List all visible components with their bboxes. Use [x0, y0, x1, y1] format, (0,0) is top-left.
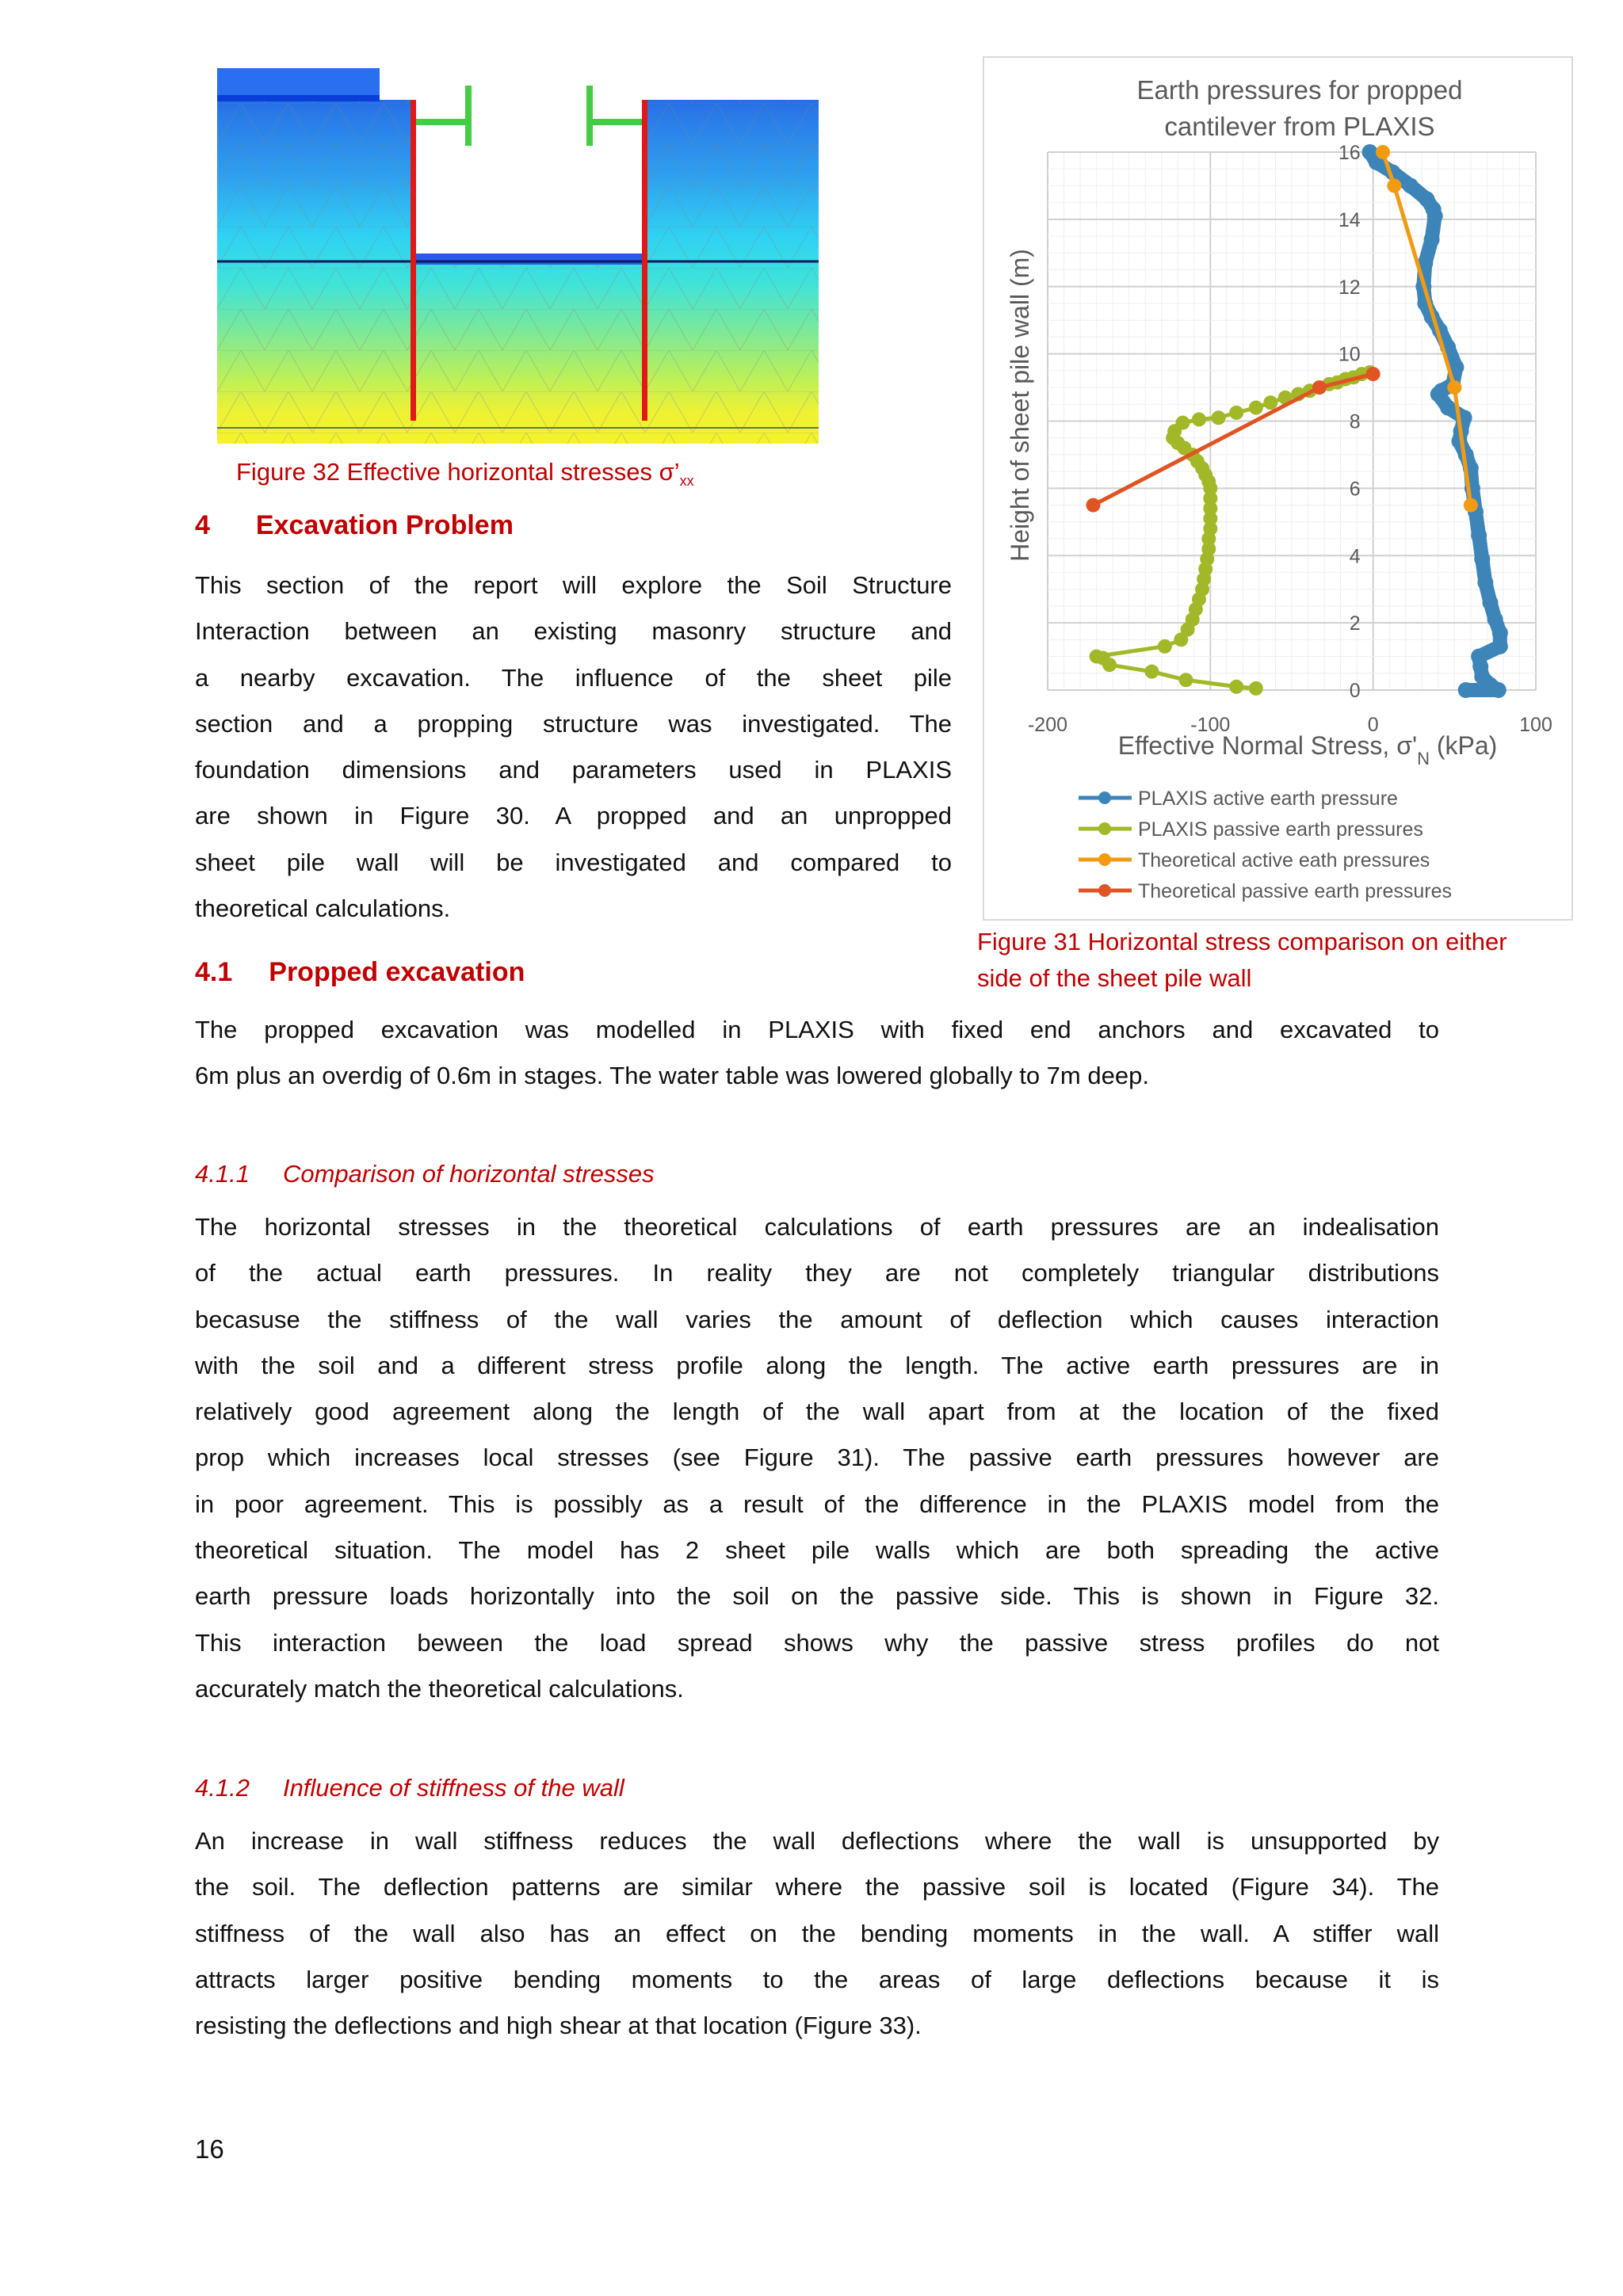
paragraph-line: theoretical calculations. [195, 894, 451, 923]
y-tick-label: 6 [1349, 478, 1361, 501]
data-point [1312, 380, 1327, 395]
data-point [1102, 658, 1117, 672]
data-point [1249, 401, 1263, 415]
data-point [1249, 681, 1263, 696]
x-tick-label: -100 [1190, 714, 1231, 736]
data-point [1263, 395, 1277, 410]
left-sheet-pile-wall [411, 100, 416, 421]
section-4-1-paragraph [195, 1007, 1439, 1100]
x-tick-label: 100 [1519, 714, 1552, 736]
section-4-1-2-heading: 4.1.2 Influence of stiffness of the wall [195, 1774, 624, 1802]
paragraph-line: resisting the deflections and high shear at that location (Figure 33). [195, 2012, 922, 2040]
section-4-heading: 4 Excavation Problem [195, 510, 514, 540]
figure-32-stress-contour-image [217, 62, 819, 444]
x-axis-title-part: Effective Normal Stress, σ' [1117, 731, 1418, 760]
earth-pressure-chart-svg [983, 56, 1573, 921]
y-axis-title: Height of sheet pile wall (m) [1006, 249, 1034, 562]
y-tick-label: 12 [1338, 276, 1361, 299]
data-point [1086, 498, 1100, 513]
data-point [1447, 380, 1461, 395]
data-point [1474, 551, 1490, 566]
chart-title-line: Earth pressures for propped [1136, 75, 1463, 105]
paragraph-line: sheet pile wall will be investigated and compared to [195, 848, 952, 876]
x-axis-title [1118, 731, 1498, 769]
series-line-3 [1093, 374, 1373, 505]
data-point [1403, 177, 1419, 193]
data-point [1471, 528, 1487, 543]
paragraph-line: The propped excavation was modelled in PLAXIS with fixed end anchors and excavated to [195, 1016, 1439, 1043]
paragraph-line: of the actual earth pressures. In reality they are not completely triangular distributions [195, 1259, 1439, 1287]
left-prop [416, 119, 468, 125]
y-tick-label: 2 [1349, 612, 1361, 635]
section-4-1-1-heading: 4.1.1 Comparison of horizontal stresses [195, 1160, 655, 1188]
paragraph-line: relatively good agreement along the length of the wall apart from at the location of the fixed [195, 1398, 1439, 1426]
data-point [1464, 498, 1478, 513]
data-point [1492, 639, 1508, 654]
paragraph-line: with the soil and a different stress profile along the length. The active earth pressures are in [195, 1351, 1439, 1379]
data-point [1144, 665, 1159, 679]
series-line-1 [1097, 372, 1370, 688]
paragraph-line: Interaction between an existing masonry structure and [195, 617, 952, 646]
paragraph-line: 6m plus an overdig of 0.6m in stages. The water table was lowered globally to 7m deep. [195, 1062, 1149, 1090]
paragraph-line: a nearby excavation. The influence of the sheet pile [195, 663, 952, 692]
paragraph-line: foundation dimensions and parameters used in PLAXIS [195, 756, 952, 784]
section-4-paragraph [195, 563, 952, 932]
paragraph-line: theoretical situation. The model has 2 sheet pile walls which are both spreading the active [195, 1536, 1439, 1565]
data-point [1212, 410, 1226, 425]
data-point [1179, 673, 1193, 687]
data-point [1430, 387, 1446, 402]
paragraph-line: are shown in Figure 30. A propped and an unpropped [195, 802, 952, 830]
y-tick-label: 4 [1349, 545, 1361, 568]
y-tick-label: 16 [1338, 142, 1361, 164]
page-number: 16 [195, 2134, 224, 2164]
y-tick-label: 8 [1349, 410, 1361, 433]
figure-32-caption: Figure 32 Effective horizontal stresses $\sigma’_{xx}$ [236, 458, 694, 490]
data-point [1366, 367, 1381, 381]
data-point [1440, 400, 1456, 416]
y-tick-label: 14 [1338, 208, 1361, 231]
paragraph-line: accurately match the theoretical calculations. [195, 1674, 684, 1703]
legend-label: Theoretical active eath pressures [1138, 849, 1430, 871]
data-point [1192, 412, 1206, 426]
y-tick-label: 10 [1338, 343, 1361, 366]
legend-marker [1098, 822, 1111, 835]
data-point [1491, 682, 1507, 698]
figure-31-caption: Figure 31 Horizontal stress comparison on either side of the sheet pile wall [977, 928, 1507, 992]
paragraph-line: earth pressure loads horizontally into the soil on the passive side. This is shown in Figure 32. [195, 1582, 1439, 1611]
chart-title-line: cantilever from PLAXIS [1164, 112, 1435, 141]
mesh-overlay [217, 62, 819, 444]
legend-label: PLAXIS passive earth pressures [1138, 818, 1423, 841]
x-axis-title-part: (kPa) [1429, 731, 1498, 760]
data-point [1387, 178, 1401, 193]
paragraph-line: the soil. The deflection patterns are similar where the passive soil is located (Figure 34). The [195, 1873, 1439, 1901]
data-point [1483, 595, 1499, 611]
data-point [1458, 682, 1474, 698]
right-sheet-pile-wall [642, 100, 647, 421]
section-4-1-1-paragraph [195, 1204, 1439, 1712]
legend-label: Theoretical passive earth pressures [1138, 880, 1453, 902]
paragraph-line: The horizontal stresses in the theoretical calculations of earth pressures are an indealisation [195, 1213, 1439, 1241]
paragraph-line: This section of the report will explore the Soil Structure [195, 571, 952, 599]
legend-marker [1098, 791, 1111, 804]
y-tick-label: 0 [1349, 680, 1361, 702]
data-point [1158, 639, 1172, 654]
legend-marker [1098, 884, 1111, 897]
paragraph-line: becasuse the stiffness of the wall varies the amount of deflection which causes interaction [195, 1305, 1439, 1333]
paragraph-line: section and a propping structure was investigated. The [195, 709, 952, 738]
legend-label: PLAXIS active earth pressure [1138, 788, 1398, 810]
x-axis-title-part: N [1417, 748, 1430, 769]
data-point [1487, 612, 1503, 627]
x-tick-label: -200 [1027, 714, 1068, 736]
data-point [1424, 231, 1440, 247]
data-point [1174, 632, 1188, 646]
x-tick-label: 0 [1367, 714, 1379, 736]
data-point [1477, 574, 1493, 590]
data-point [1376, 145, 1390, 159]
paragraph-line: An increase in wall stiffness reduces the wall deflections where the wall is unsupported by [195, 1827, 1439, 1855]
paragraph-line: in poor agreement. This is possibly as a result of the difference in the PLAXIS model from the [195, 1489, 1439, 1518]
paragraph-line: attracts larger positive bending moments to the areas of large deflections because it is [195, 1965, 1439, 1993]
data-point [1229, 680, 1243, 694]
paragraph-line: This interaction beween the load spread shows why the passive stress profiles do not [195, 1628, 1439, 1657]
data-point [1229, 406, 1243, 420]
section-4-1-heading: 4.1 Propped excavation [195, 957, 525, 987]
data-point [1427, 208, 1443, 224]
right-prop [590, 119, 642, 125]
paragraph-line: stiffness of the wall also has an effect on the bending moments in the wall. A stiffer wall [195, 1919, 1439, 1947]
paragraph-line: prop which increases local stresses (see Figure 31). The passive earth pressures however are [195, 1444, 1439, 1472]
legend-marker [1098, 853, 1111, 866]
section-4-1-2-paragraph [195, 1818, 1439, 2049]
